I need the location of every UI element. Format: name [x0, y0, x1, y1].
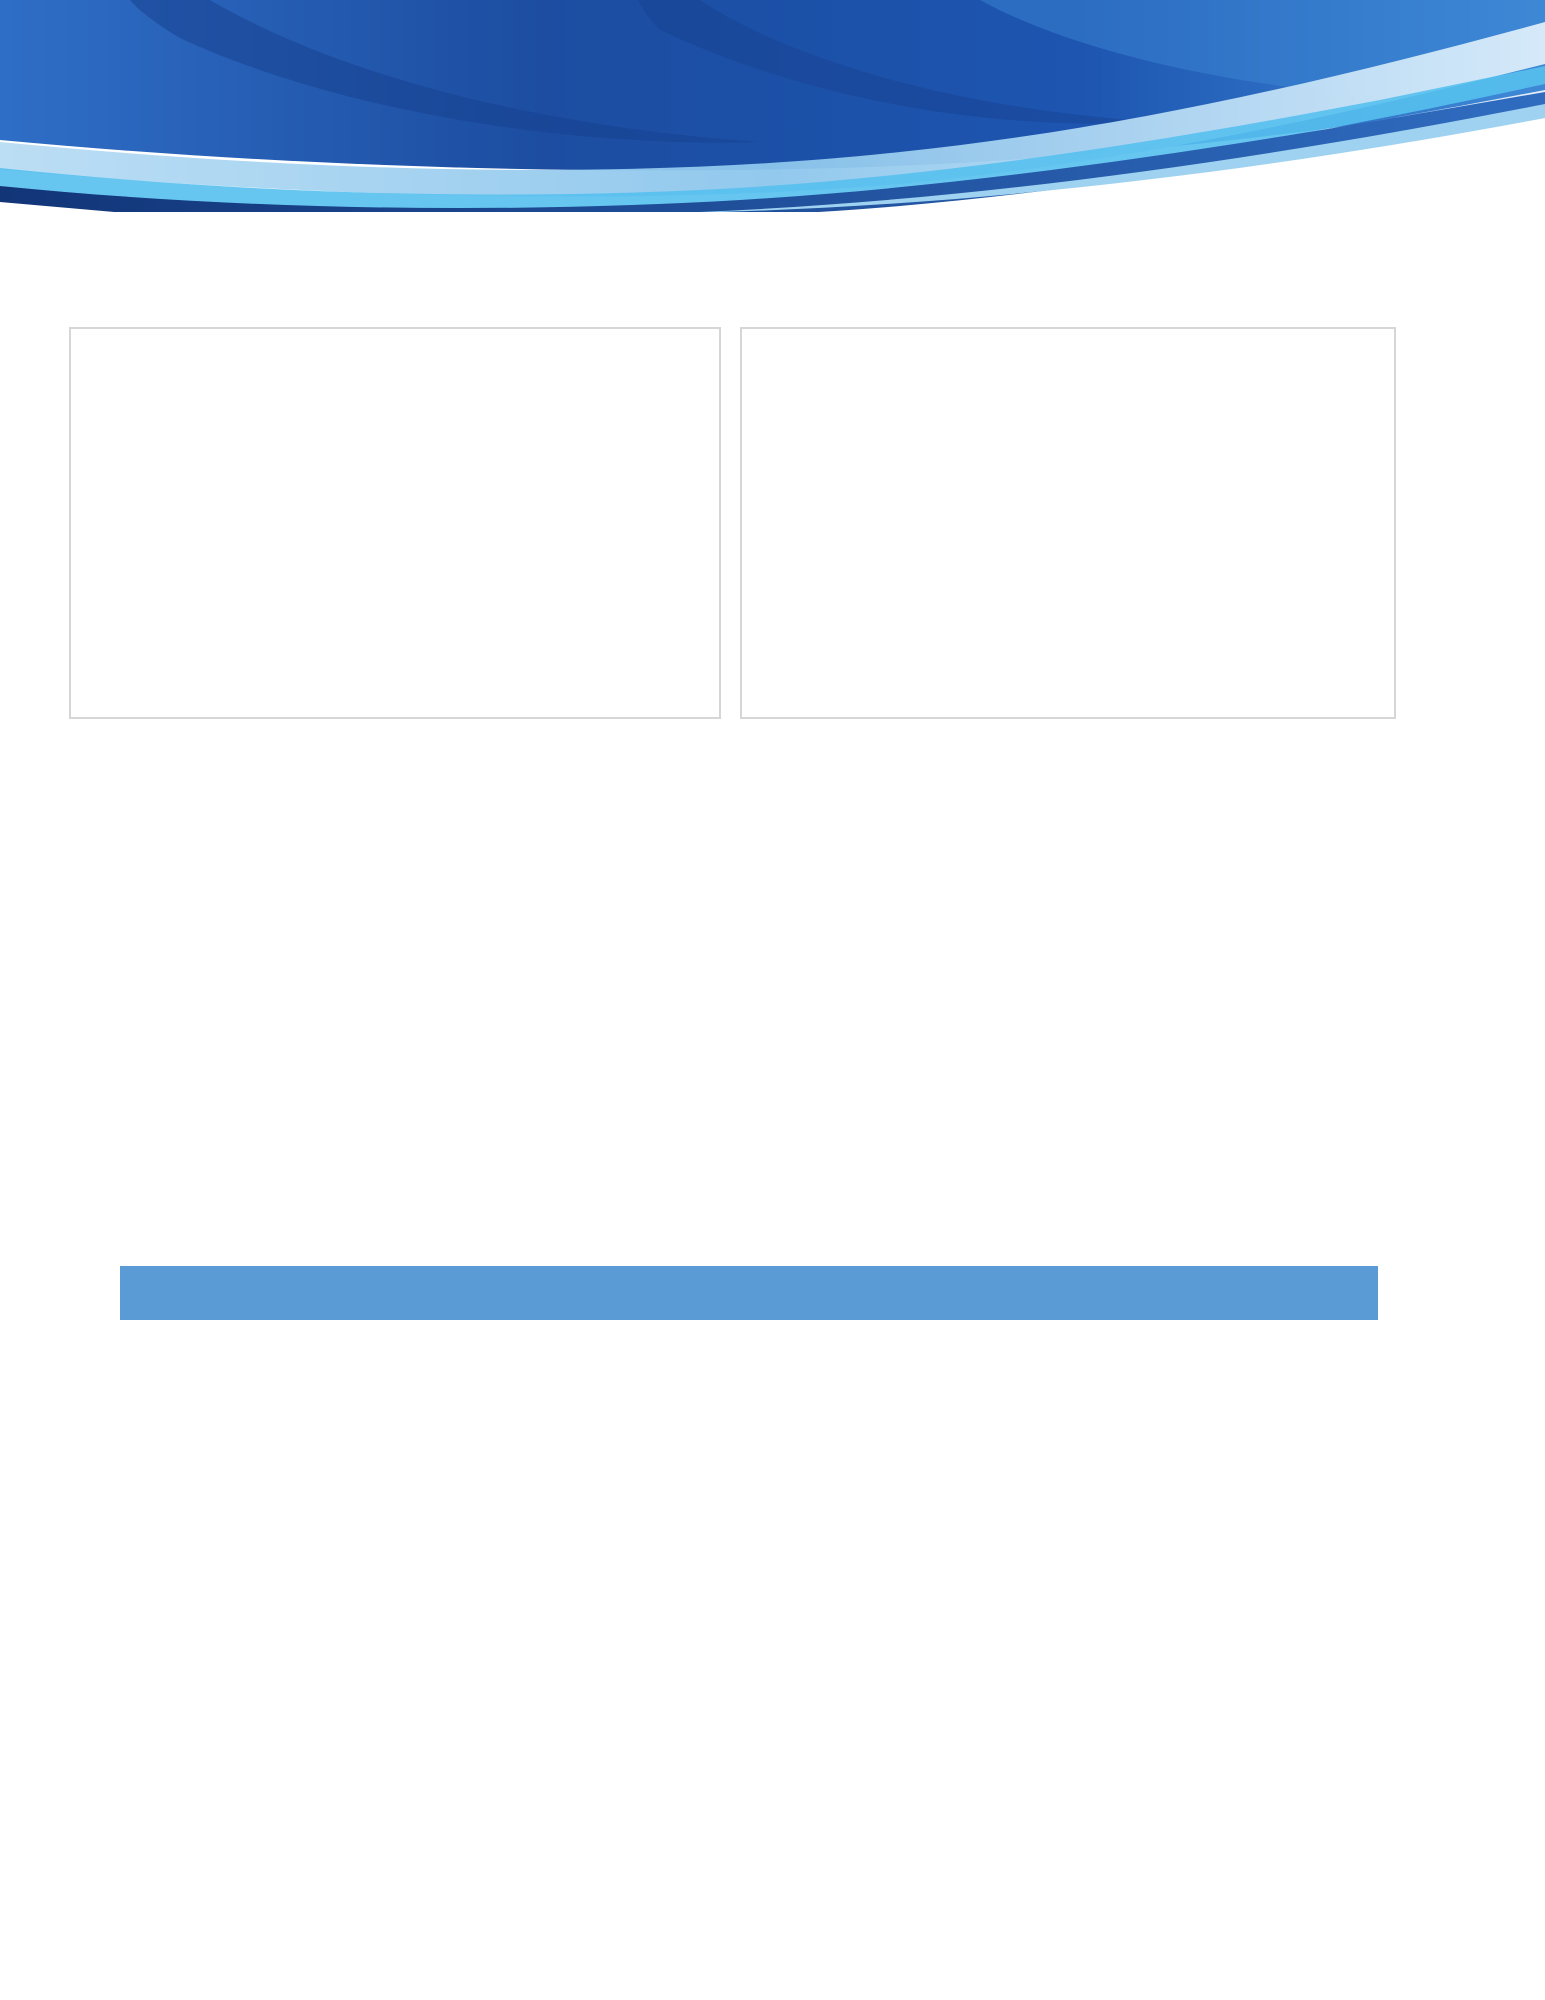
figure2-panel-a — [69, 327, 721, 719]
col-header-mvroc2 — [652, 1266, 998, 1322]
figure2-panel-b — [740, 327, 1396, 719]
spec-table — [120, 1266, 1378, 1324]
chart-viscosity-vs-shear-rate — [742, 329, 1394, 717]
spec-table-header-corner — [120, 1266, 652, 1322]
header-wave-graphic — [0, 0, 1545, 212]
spec-table-header-row — [120, 1266, 1378, 1322]
col-header-mvroc1 — [998, 1266, 1378, 1322]
chart-viscosity-vs-measurement — [71, 329, 719, 717]
